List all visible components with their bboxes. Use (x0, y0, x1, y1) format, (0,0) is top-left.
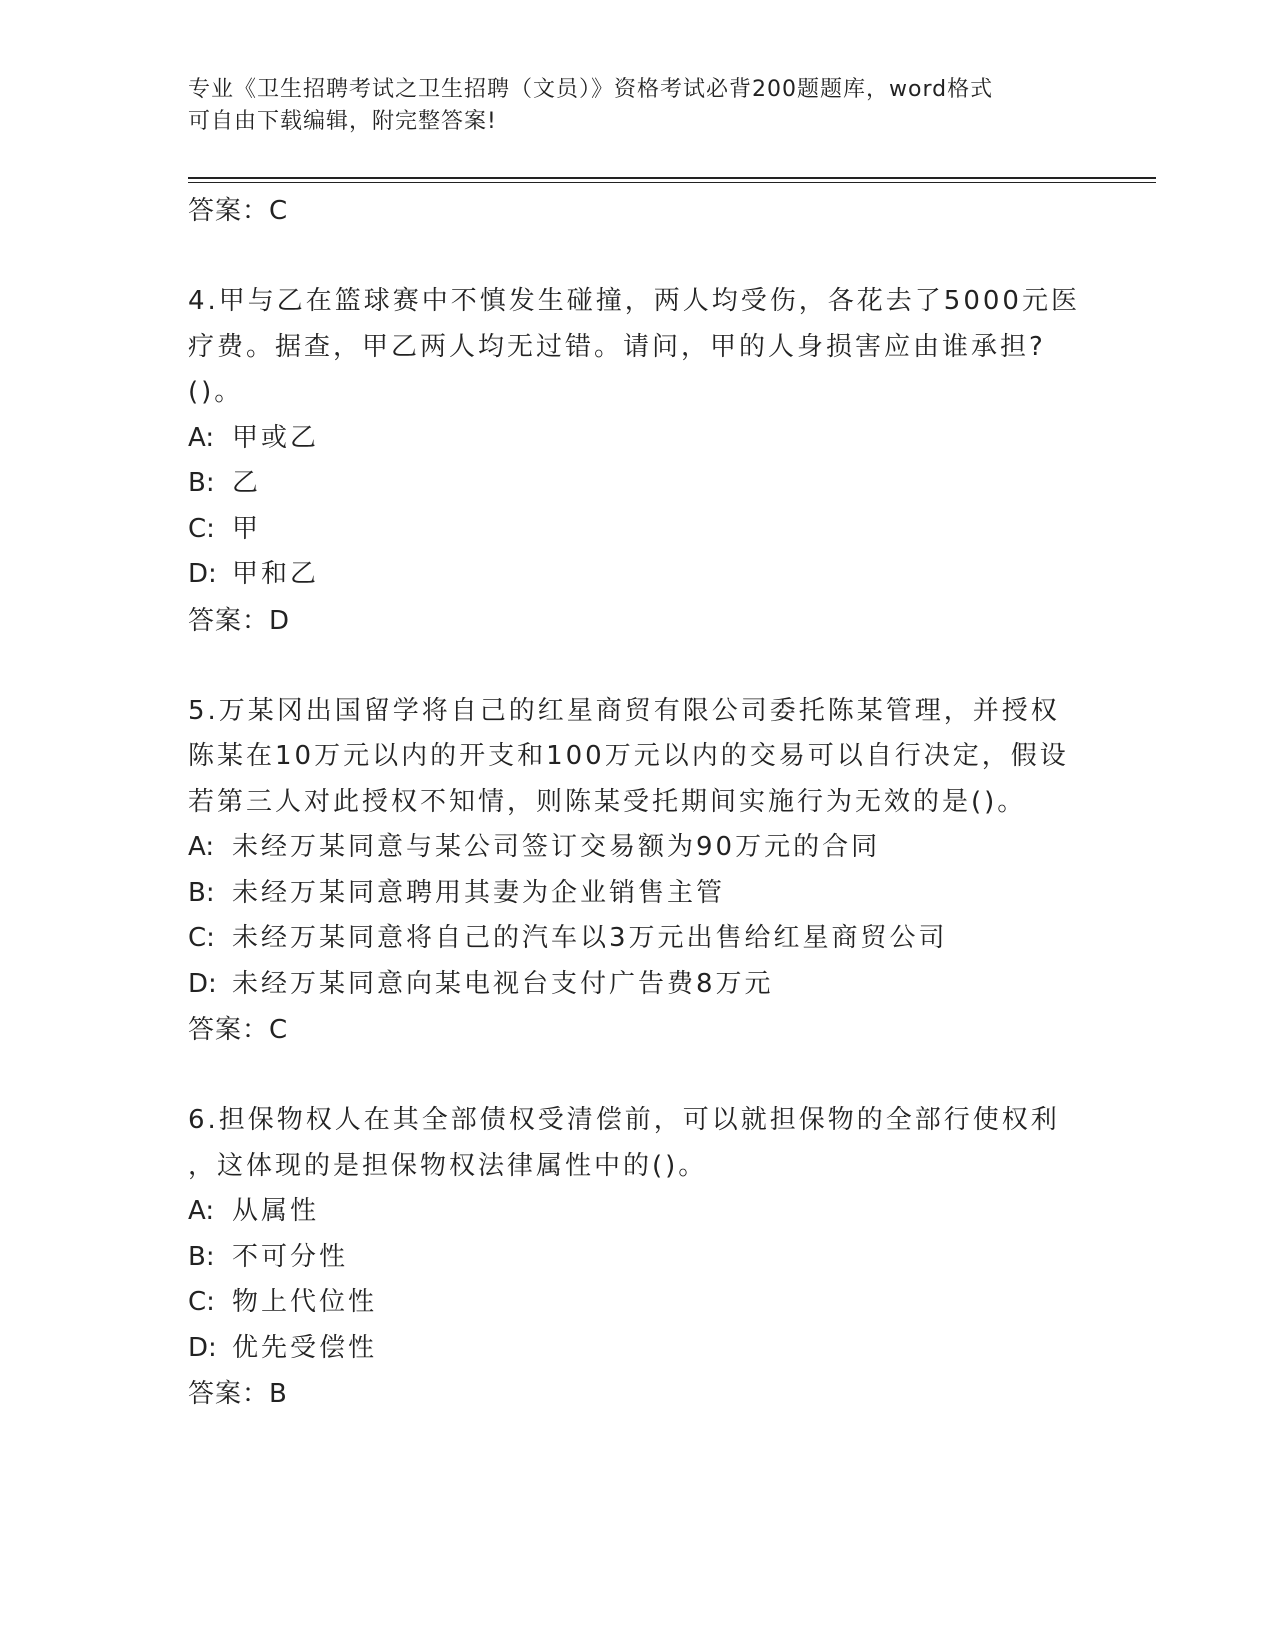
question-text-line: ()。 (188, 377, 244, 407)
option-text: 不可分性 (232, 1241, 349, 1272)
option-letter: B: (188, 1241, 215, 1272)
header-line-2: 可自由下载编辑，附完整答案! (188, 109, 497, 134)
option-letter: C: (188, 513, 215, 544)
option-letter: A: (188, 1196, 215, 1226)
option-a (188, 825, 1148, 871)
option-b (188, 1235, 1148, 1281)
option-letter: D: (188, 1332, 217, 1363)
question-text-line: 陈某在10万元以内的开支和100万元以内的交易可以自行决定，假设 (188, 741, 1069, 771)
option-a (188, 1189, 1148, 1235)
spacer (188, 1053, 1148, 1098)
option-text: 乙 (232, 468, 262, 498)
option-letter: D: (188, 968, 217, 999)
question-block (188, 689, 1148, 1054)
option-letter: A: (188, 422, 215, 453)
option-text: 未经万某同意将自己的汽车以3万元出售给红星商贸公司 (232, 923, 948, 953)
question-text-line: 4.甲与乙在篮球赛中不慎发生碰撞，两人均受伤，各花去了5000元医 (188, 286, 1080, 316)
option-text: 甲或乙 (232, 422, 320, 453)
option-text: 甲 (232, 513, 262, 544)
answer-line: 答案：C (188, 1015, 289, 1045)
question-text-line: ，这体现的是担保物权法律属性中的()。 (188, 1150, 708, 1181)
option-text: 甲和乙 (232, 559, 320, 589)
option-d (188, 1326, 1148, 1372)
option-letter: C: (188, 1287, 215, 1317)
header-line-1: 专业《卫生招聘考试之卫生招聘（文员）》资格考试必背200题题库，word格式 (188, 77, 994, 102)
header-rule-thick (188, 177, 1156, 179)
option-d (188, 552, 1148, 598)
option-text: 从属性 (232, 1196, 320, 1226)
page-header (188, 74, 1088, 138)
answer-line: 答案：C (188, 196, 289, 226)
spacer (188, 644, 1148, 689)
option-text: 优先受偿性 (232, 1332, 378, 1363)
option-letter: D: (188, 559, 217, 589)
option-a (188, 416, 1148, 462)
option-c (188, 1280, 1148, 1326)
question-text-line: 若第三人对此授权不知情，则陈某受托期间实施行为无效的是()。 (188, 786, 1027, 817)
question-text-line: 6.担保物权人在其全部债权受清偿前，可以就担保物的全部行使权利 (188, 1105, 1060, 1135)
option-c (188, 916, 1148, 962)
question-list (188, 188, 1148, 1417)
option-b (188, 461, 1148, 507)
answer-line: 答案：B (188, 1379, 288, 1409)
option-letter: A: (188, 832, 215, 862)
answer-line: 答案：D (188, 605, 291, 636)
option-letter: B: (188, 468, 215, 498)
question-text-line: 疗费。据查，甲乙两人均无过错。请问，甲的人身损害应由谁承担? (188, 331, 1046, 362)
spacer (188, 234, 1148, 279)
question-block (188, 279, 1148, 644)
option-text: 未经万某同意聘用其妻为企业销售主管 (232, 877, 726, 908)
option-text: 物上代位性 (232, 1287, 378, 1317)
option-text: 未经万某同意与某公司签订交易额为90万元的合同 (232, 832, 881, 862)
question-block (188, 1098, 1148, 1417)
option-d (188, 962, 1148, 1008)
option-letter: B: (188, 877, 215, 908)
header-rule-thin (188, 182, 1156, 183)
option-c (188, 507, 1148, 553)
question-text-line: 5.万某冈出国留学将自己的红星商贸有限公司委托陈某管理，并授权 (188, 695, 1060, 726)
option-b (188, 871, 1148, 917)
option-text: 未经万某同意向某电视台支付广告费8万元 (232, 968, 774, 999)
option-letter: C: (188, 923, 215, 953)
